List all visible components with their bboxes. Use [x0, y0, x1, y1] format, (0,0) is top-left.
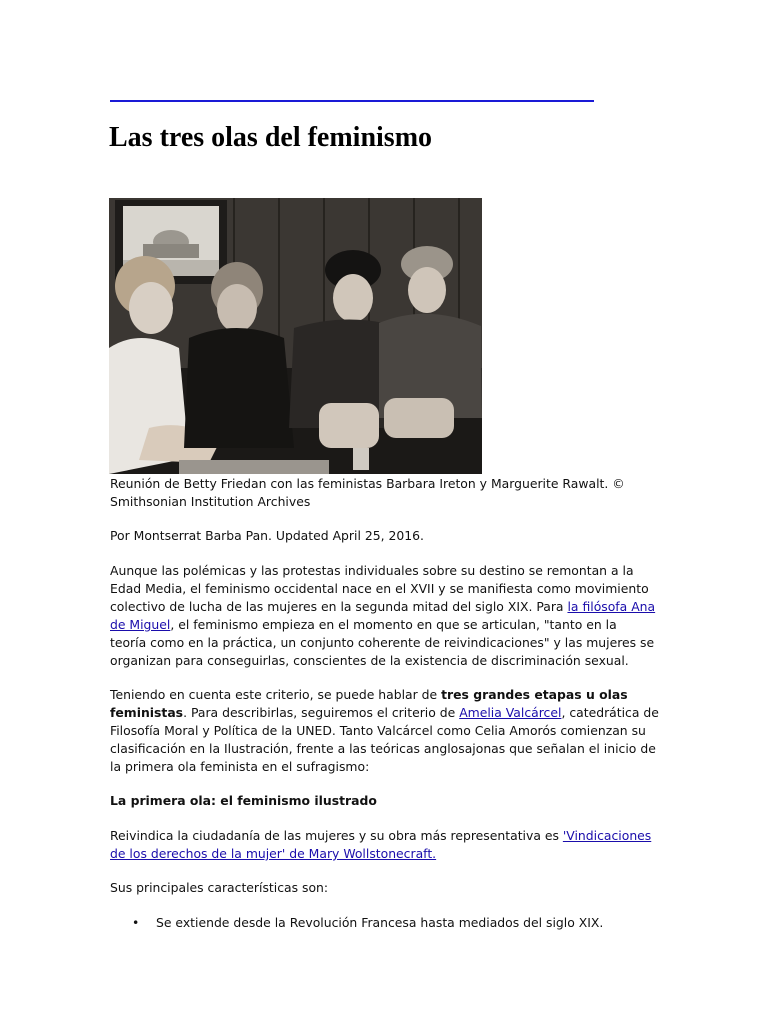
p2-line-2-tail: , catedrática de	[561, 705, 659, 720]
p1-line-3-text: colectivo de lucha de las mujeres en la segunda mitad del siglo XIX. Para	[110, 599, 568, 614]
vindicaciones-link[interactable]: 'Vindicaciones	[562, 828, 652, 843]
p2-line-1-text: Teniendo en cuenta este criterio, se puede hablar de	[110, 687, 442, 702]
p1-line-6: organizan para conseguirlas, conscientes de la existencia de discriminación sexual.	[110, 653, 629, 668]
p2-line-1	[110, 687, 628, 702]
characteristics-list	[110, 914, 658, 932]
p1-line-4	[110, 617, 617, 632]
p1-line-3	[110, 599, 655, 614]
p2-line-4: clasificación en la Ilustración, frente a las teóricas anglosajonas que señalan el inicio de	[110, 741, 656, 756]
list-item	[110, 914, 658, 932]
p2-line-2	[110, 705, 659, 720]
p2-line-2-text: . Para describirlas, seguiremos el criterio de	[183, 705, 460, 720]
p2-bold-2: feministas	[110, 705, 184, 720]
paragraph-characteristics: Sus principales características son:	[110, 880, 329, 895]
p1-line-5: teoría como en la práctica, un conjunto coherente de reivindicaciones" y las mujeres se	[110, 635, 655, 650]
photo-caption	[110, 475, 658, 511]
page-title: Las tres olas del feminismo	[109, 122, 433, 153]
p3-line-1	[110, 828, 651, 843]
article-byline: Por Montserrat Barba Pan. Updated April 25, 2016.	[110, 528, 424, 543]
p1-line-2: Edad Media, el feminismo occidental nace en el XVII y se manifiesta como movimiento	[110, 581, 649, 596]
p2-bold-1: tres grandes etapas u olas	[441, 687, 628, 702]
p2-line-3: Filosofía Moral y Política de la UNED. Tanto Valcárcel como Celia Amorós comienzan su	[110, 723, 646, 738]
ana-de-miguel-link-cont[interactable]: de Miguel	[110, 617, 171, 632]
section-heading-first-wave: La primera ola: el feminismo ilustrado	[110, 793, 377, 808]
paragraph-criteria	[110, 686, 658, 776]
p2-line-5: la primera ola feminista en el sufragismo:	[110, 759, 370, 774]
ana-de-miguel-link[interactable]: la filósofa Ana	[567, 599, 656, 614]
vindicaciones-link-cont[interactable]: de los derechos de la mujer' de Mary Wollstonecraft.	[110, 846, 437, 861]
top-rule	[110, 100, 594, 102]
p1-line-1: Aunque las polémicas y las protestas individuales sobre su destino se remontan a la	[110, 563, 634, 578]
paragraph-first-wave	[110, 827, 658, 863]
p1-line-4-text: , el feminismo empieza en el momento en que se articulan, "tanto en la	[170, 617, 617, 632]
photo-caption-line-1: Reunión de Betty Friedan con las feministas Barbara Ireton y Marguerite Rawalt. ©	[110, 476, 625, 491]
paragraph-intro	[110, 562, 658, 670]
photo-caption-line-2: Smithsonian Institution Archives	[110, 494, 311, 509]
list-item-text: Se extiende desde la Revolución Francesa hasta mediados del siglo XIX.	[156, 915, 604, 930]
p3-line-2	[110, 846, 436, 861]
bullet-icon: •	[132, 915, 140, 930]
amelia-valcarcel-link[interactable]: Amelia Valcárcel	[459, 705, 562, 720]
p3-line-1-text: Reivindica la ciudadanía de las mujeres y su obra más representativa es	[110, 828, 563, 843]
article-photo	[109, 198, 482, 474]
